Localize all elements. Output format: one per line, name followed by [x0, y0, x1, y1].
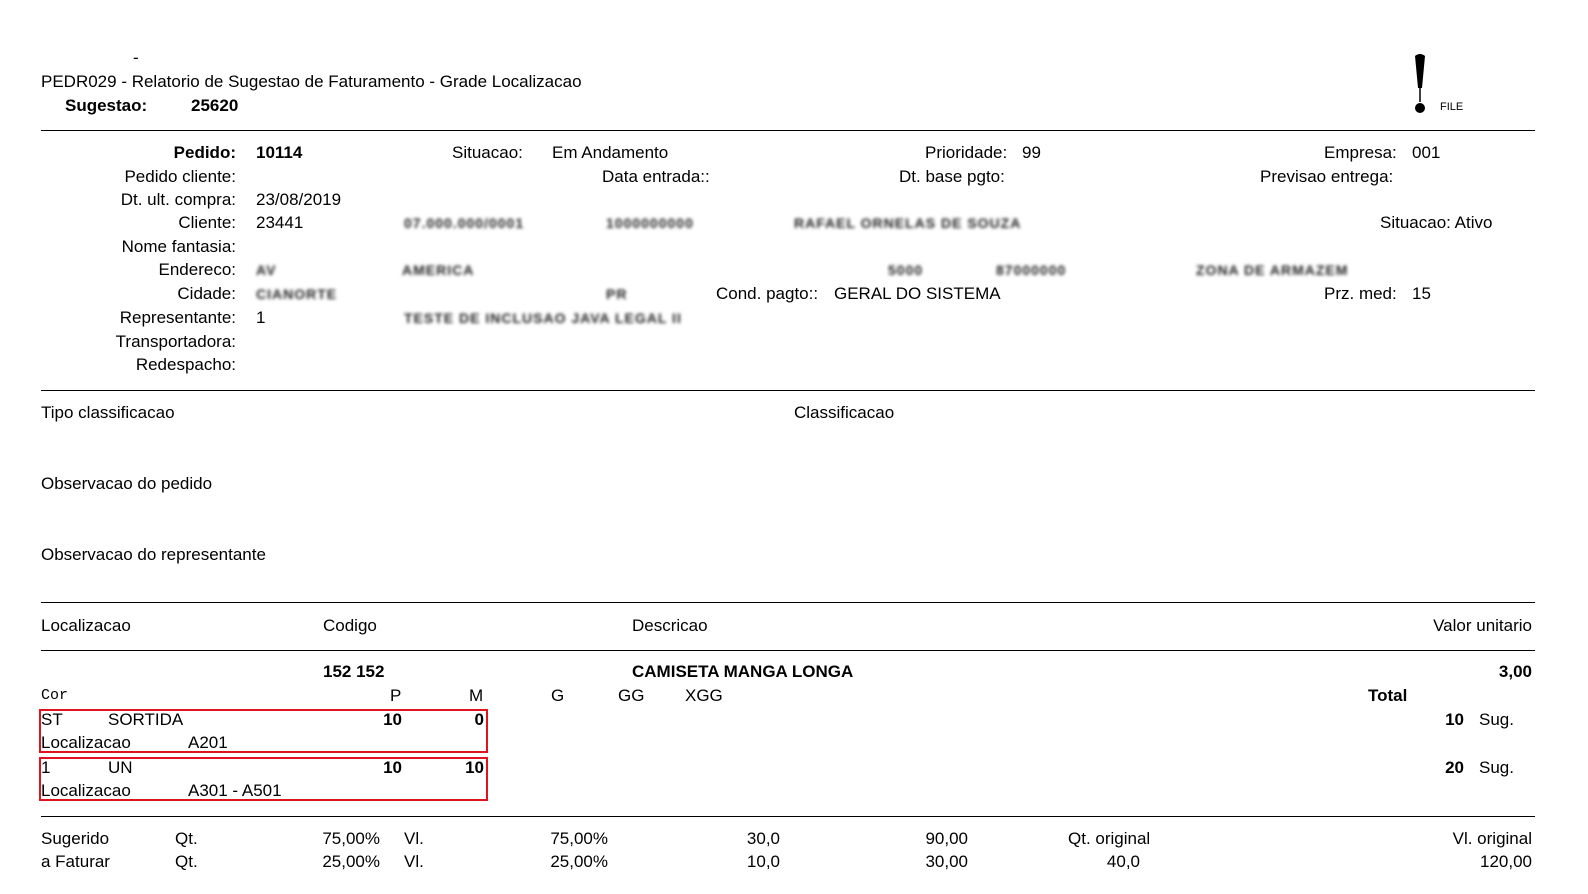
divider — [41, 390, 1535, 391]
qt-original-label: Qt. original — [1068, 829, 1151, 848]
summary-qt-pct: 75,00% — [322, 829, 380, 848]
size-p: P — [390, 686, 402, 705]
col-localizacao: Localizacao — [41, 616, 131, 635]
pedido-label: Pedido: — [173, 143, 236, 162]
endereco-cep: 87000000 — [996, 262, 1067, 278]
row-sug: Sug. — [1479, 758, 1514, 777]
col-codigo: Codigo — [323, 616, 377, 635]
previsao-entrega-label: Previsao entrega: — [1260, 167, 1394, 186]
cliente-label: Cliente: — [178, 213, 236, 232]
loc-label: Localizacao — [41, 781, 131, 800]
divider — [41, 650, 1535, 651]
logo-text: FILE — [1440, 101, 1464, 113]
cliente-doc1: 07.000.000/0001 — [404, 215, 525, 231]
product-valor: 3,00 — [1498, 662, 1532, 681]
size-m: M — [469, 686, 484, 705]
endereco-rua: AMERICA — [402, 262, 475, 278]
logo-icon — [1408, 52, 1432, 116]
data-entrada-label: Data entrada:: — [602, 167, 710, 186]
cor-name: UN — [108, 758, 133, 777]
summary-vl-label: Vl. — [404, 829, 424, 848]
sugestao-label: Sugestao: — [65, 96, 148, 115]
summary-qt: 10,0 — [746, 852, 780, 871]
representante-nome: TESTE DE INCLUSAO JAVA LEGAL II — [404, 310, 682, 326]
cond-pagto-value: GERAL DO SISTEMA — [834, 284, 1001, 303]
situacao-value: Em Andamento — [552, 143, 669, 162]
vl-original-value: 120,00 — [1480, 852, 1532, 871]
representante-label: Representante: — [119, 308, 236, 327]
obs-representante-label: Observacao do representante — [41, 545, 266, 564]
size-xgg: XGG — [685, 686, 723, 705]
dt-base-pgto-label: Dt. base pgto: — [899, 167, 1005, 186]
cidade-uf: PR — [606, 286, 628, 302]
cor-code: ST — [41, 710, 63, 729]
product-codigo: 152 152 — [323, 662, 385, 681]
row-total: 20 — [1445, 758, 1464, 777]
prioridade-label: Prioridade: — [925, 143, 1008, 162]
summary-qt-label: Qt. — [175, 852, 198, 871]
total-label: Total — [1368, 686, 1408, 705]
cor-label: Cor — [41, 687, 69, 704]
qt-original-value: 40,0 — [1106, 852, 1140, 871]
endereco-num: 5000 — [888, 262, 924, 278]
cidade-value: CIANORTE — [256, 286, 338, 302]
cliente-nome: RAFAEL ORNELAS DE SOUZA — [794, 215, 1022, 231]
divider — [41, 130, 1535, 131]
summary-vl: 30,00 — [925, 852, 968, 871]
situacao-label: Situacao: — [452, 143, 523, 162]
prz-med-label: Prz. med: — [1324, 284, 1397, 303]
summary-vl-pct: 75,00% — [550, 829, 608, 848]
summary-qt-pct: 25,00% — [322, 852, 380, 871]
loc-value: A301 - A501 — [188, 781, 282, 800]
redespacho-label: Redespacho: — [135, 355, 236, 374]
empresa-label: Empresa: — [1324, 143, 1397, 162]
cliente-value: 23441 — [256, 213, 304, 232]
pedido-cliente-label: Pedido cliente: — [124, 167, 236, 186]
summary-vl-label: Vl. — [404, 852, 424, 871]
row-total: 10 — [1445, 710, 1464, 729]
qty-m: 0 — [474, 710, 484, 729]
transportadora-label: Transportadora: — [115, 332, 236, 351]
summary-qt: 30,0 — [746, 829, 780, 848]
prioridade-value: 99 — [1022, 143, 1041, 162]
header-dash: - — [133, 48, 139, 67]
col-valor-unitario: Valor unitario — [1433, 616, 1532, 635]
cond-pagto-label: Cond. pagto:: — [716, 284, 819, 303]
cliente-situacao: Situacao: Ativo — [1380, 213, 1493, 232]
qty-m: 10 — [465, 758, 484, 777]
row-sug: Sug. — [1479, 710, 1514, 729]
sugestao-value: 25620 — [191, 96, 239, 115]
loc-label: Localizacao — [41, 733, 131, 752]
cliente-doc2: 1000000000 — [606, 215, 694, 231]
prz-med-value: 15 — [1412, 284, 1431, 303]
nome-fantasia-label: Nome fantasia: — [121, 237, 236, 256]
summary-vl: 90,00 — [925, 829, 968, 848]
report-title: PEDR029 - Relatorio de Sugestao de Faturamento - Grade Localizacao — [41, 72, 582, 91]
dt-ult-compra-value: 23/08/2019 — [256, 190, 342, 209]
empresa-value: 001 — [1412, 143, 1441, 162]
qty-p: 10 — [383, 758, 402, 777]
endereco-label: Endereco: — [158, 260, 236, 279]
size-gg: GG — [618, 686, 645, 705]
summary-vl-pct: 25,00% — [550, 852, 608, 871]
divider — [41, 602, 1535, 603]
qty-p: 10 — [383, 710, 402, 729]
cor-code: 1 — [41, 758, 51, 777]
pedido-value: 10114 — [256, 143, 303, 162]
loc-value: A201 — [188, 733, 228, 752]
representante-value: 1 — [256, 308, 266, 327]
product-descricao: CAMISETA MANGA LONGA — [632, 662, 854, 681]
tipo-classificacao-label: Tipo classificacao — [41, 403, 175, 422]
summary-label: a Faturar — [41, 852, 110, 871]
size-g: G — [551, 686, 565, 705]
cidade-label: Cidade: — [177, 284, 236, 303]
summary-qt-label: Qt. — [175, 829, 198, 848]
vl-original-label: Vl. original — [1452, 829, 1532, 848]
cor-name: SORTIDA — [108, 710, 184, 729]
endereco-tipo: AV — [256, 262, 277, 278]
divider — [41, 816, 1535, 817]
obs-pedido-label: Observacao do pedido — [41, 474, 213, 493]
endereco-bairro: ZONA DE ARMAZEM — [1196, 262, 1349, 278]
classificacao-label: Classificacao — [794, 403, 895, 422]
dt-ult-compra-label: Dt. ult. compra: — [120, 190, 236, 209]
summary-label: Sugerido — [41, 829, 110, 848]
col-descricao: Descricao — [632, 616, 708, 635]
